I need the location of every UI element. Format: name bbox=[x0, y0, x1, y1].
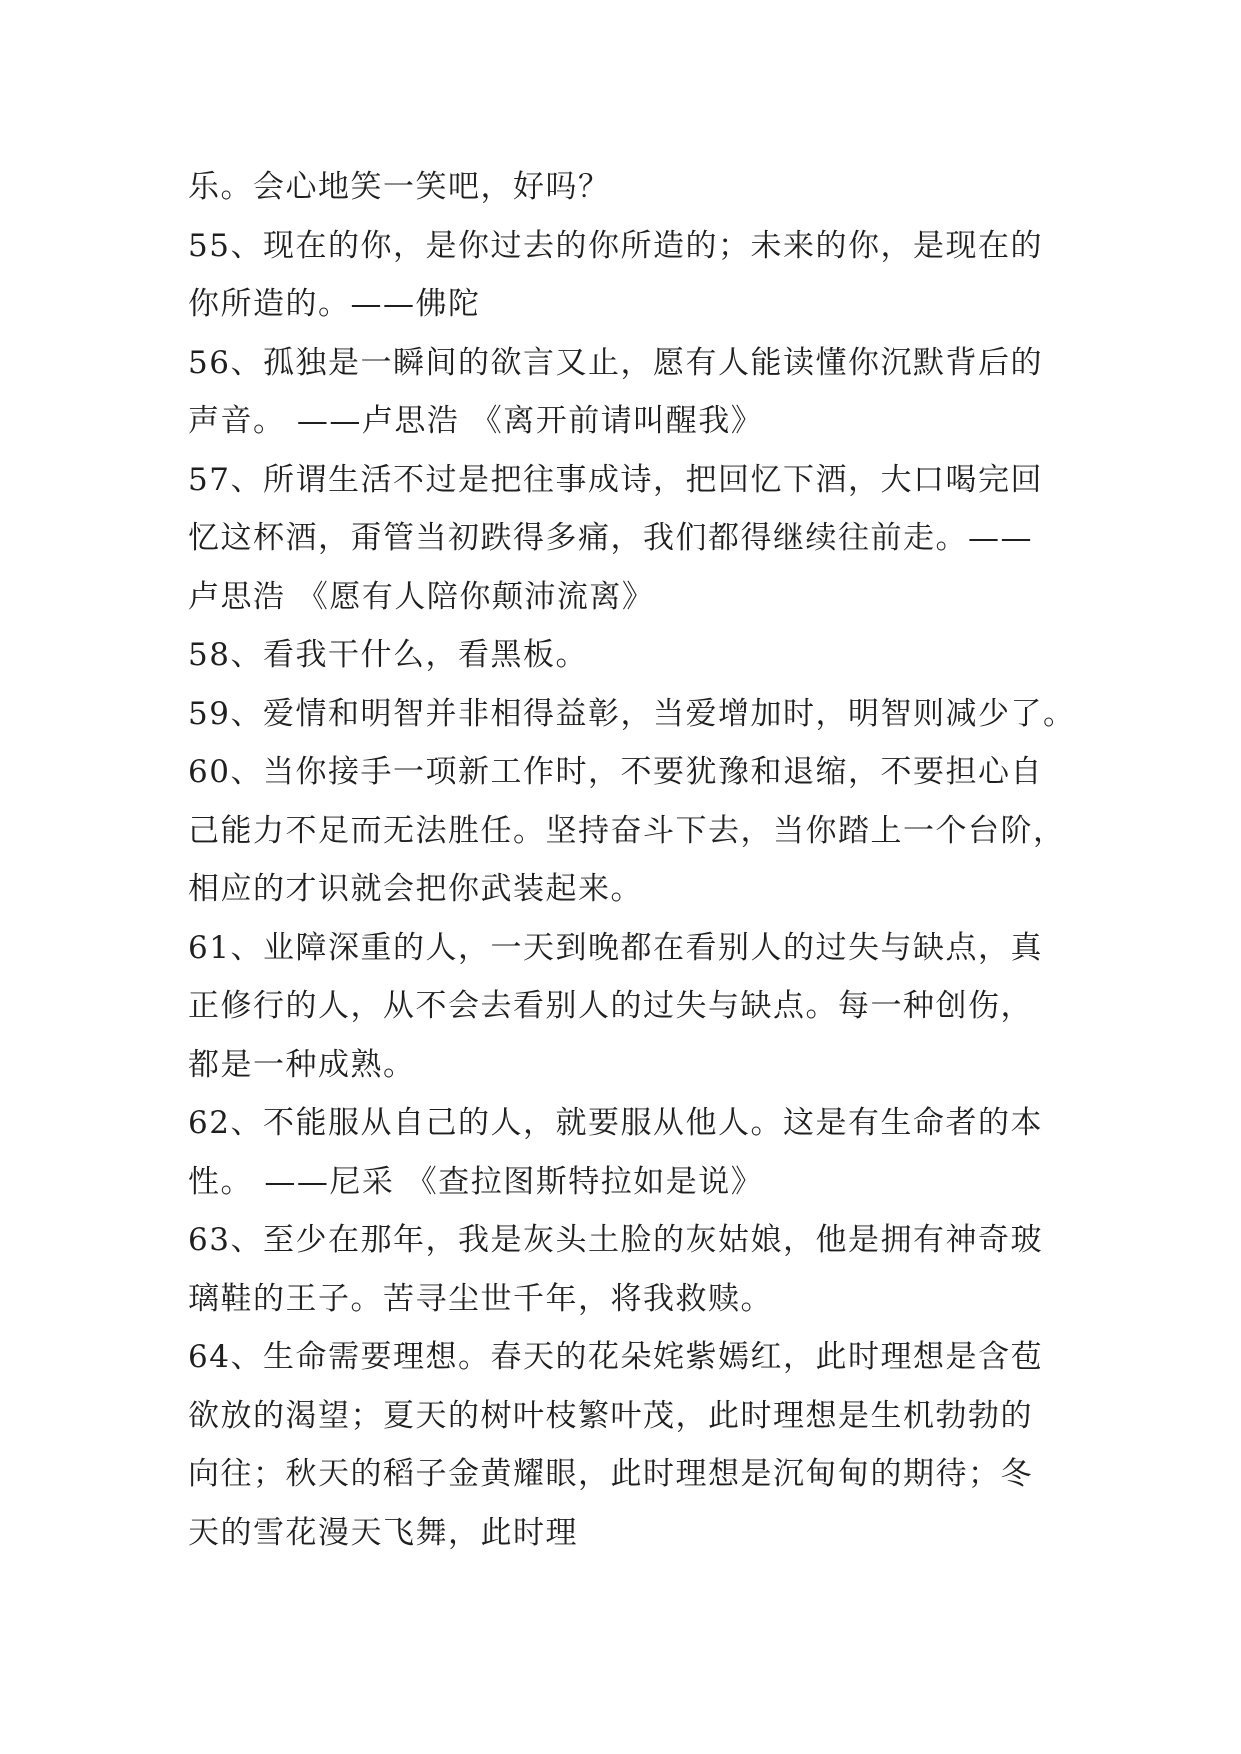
text-line: 55、现在的你，是你过去的你所造的；未来的你，是现在的 bbox=[188, 227, 1043, 264]
text-line: 62、不能服从自己的人，就要服从他人。这是有生命者的本 bbox=[188, 1105, 1043, 1141]
text-line: 璃鞋的王子。苦寻尘世千年，将我救赎。 bbox=[188, 1280, 773, 1317]
text-line: 63、至少在那年，我是灰头土脸的灰姑娘，他是拥有神奇玻 bbox=[188, 1222, 1043, 1258]
text-line: 58、看我干什么，看黑板。 bbox=[188, 637, 588, 673]
text-line: 卢思浩 《愿有人陪你颠沛流离》 bbox=[188, 578, 655, 615]
text-line: 你所造的。——佛陀 bbox=[188, 286, 481, 322]
text-line: 56、孤独是一瞬间的欲言又止，愿有人能读懂你沉默背后的 bbox=[188, 344, 1043, 381]
text-line: 欲放的渴望；夏天的树叶枝繁叶茂，此时理想是生机勃勃的 bbox=[188, 1397, 1033, 1434]
text-line: 相应的才识就会把你武装起来。 bbox=[188, 871, 643, 907]
text-line: 天的雪花漫天飞舞，此时理 bbox=[188, 1514, 578, 1551]
text-line: 性。 ——尼采 《查拉图斯特拉如是说》 bbox=[188, 1163, 764, 1200]
text-line: 61、业障深重的人，一天到晚都在看别人的过失与缺点，真 bbox=[188, 929, 1043, 966]
text-line: 声音。 ——卢思浩 《离开前请叫醒我》 bbox=[188, 403, 764, 439]
text-line: 乐。会心地笑一笑吧，好吗？ bbox=[188, 169, 611, 205]
text-line: 正修行的人，从不会去看别人的过失与缺点。每一种创伤， bbox=[188, 988, 1033, 1024]
document-body bbox=[188, 158, 1076, 1562]
text-line: 64、生命需要理想。春天的花朵姹紫嫣红，此时理想是含苞 bbox=[188, 1339, 1043, 1375]
text-line: 57、所谓生活不过是把往事成诗，把回忆下酒，大口喝完回 bbox=[188, 461, 1043, 498]
text-line: 忆这杯酒，甭管当初跌得多痛，我们都得继续往前走。—— bbox=[188, 520, 1033, 556]
text-line: 60、当你接手一项新工作时，不要犹豫和退缩，不要担心自 bbox=[188, 754, 1043, 790]
text-line: 59、爱情和明智并非相得益彰，当爱增加时，明智则减少了。 bbox=[188, 695, 1076, 732]
text-line: 己能力不足而无法胜任。坚持奋斗下去，当你踏上一个台阶， bbox=[188, 812, 1066, 849]
text-line: 向往；秋天的稻子金黄耀眼，此时理想是沉甸甸的期待；冬 bbox=[188, 1456, 1033, 1492]
text-line: 都是一种成熟。 bbox=[188, 1046, 416, 1083]
